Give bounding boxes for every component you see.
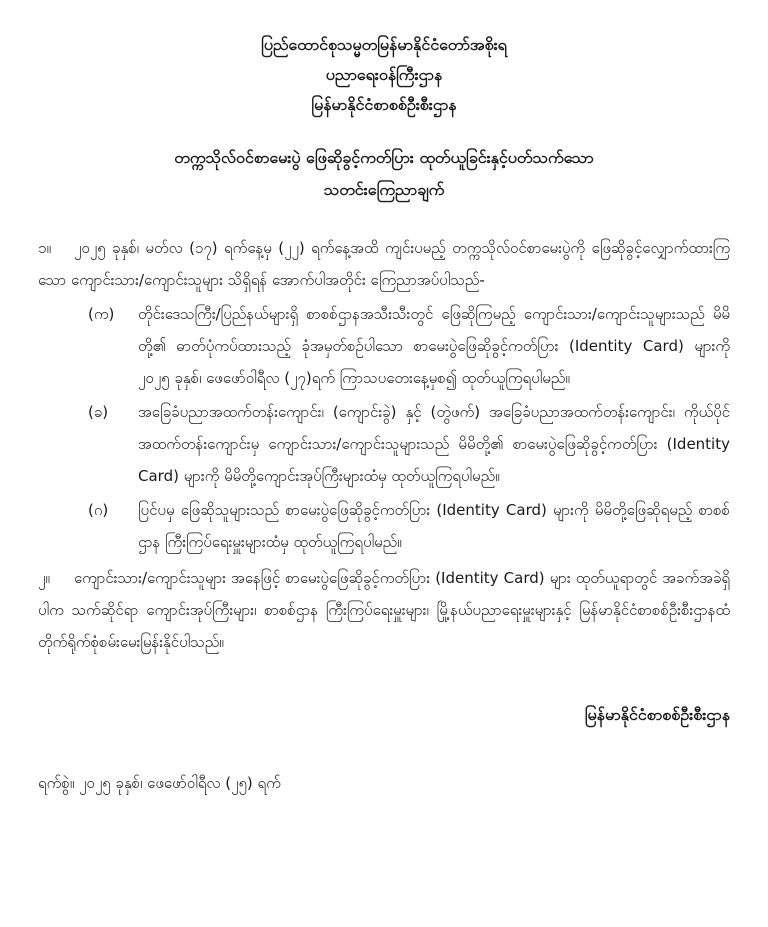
sub-item-ga <box>38 494 730 558</box>
signature-department: မြန်မာနိုင်ငံစာစစ်ဦးစီးဌာန <box>584 705 730 724</box>
paragraph-number: ၂။ <box>38 569 50 587</box>
sub-item-kha <box>38 396 730 492</box>
paragraph-number: ၁။ <box>38 239 51 257</box>
sub-item-marker: (ဂ) <box>88 501 109 519</box>
announcement-subject <box>38 142 730 206</box>
paragraph-text: ကျောင်းသား/ကျောင်းသူများ အနေဖြင့် စာမေးပွဲဖြေဆိုခွင့်ကတ်ပြား (Identity Card) များ ထုတ်ယူရာတွင် အခက်အခဲရှိပါက သက်ဆိုင်ရာ ကျောင်းအုပ်ကြီးများ၊ စာစစ်ဌာန ကြီးကြပ်ရေးမှူးများ၊ မြို့နယ်ပညာရေးမှူးများနှင့် မြန်မာနိုင်ငံစာစစ်ဦးစီးဌာနထံ တိုက်ရိုက်စုံစမ်းမေးမြန်းနိုင်ပါသည်။ <box>38 569 730 651</box>
subject-line-1: တက္ကသိုလ်ဝင်စာမေးပွဲ ဖြေဆိုခွင့်ကတ်ပြား ထုတ်ယူခြင်းနှင့်ပတ်သက်သော <box>174 148 594 167</box>
paragraph-1 <box>38 232 730 296</box>
subject-line-2: သတင်းကြေညာချက် <box>323 180 445 199</box>
sub-item-text: ပြင်ပမှ ဖြေဆိုသူများသည် စာမေးပွဲဖြေဆိုခွင့်ကတ်ပြား (Identity Card) များကို မိမိတို့ဖြေဆိုရမည့် စာစစ်ဌာန ကြီးကြပ်ရေးမှူးများထံမှ ထုတ်ယူကြရပါမည်။ <box>138 501 730 551</box>
sub-item-ka <box>38 298 730 394</box>
paragraph-2 <box>38 562 730 658</box>
letterhead <box>38 30 730 120</box>
sub-item-text: တိုင်းဒေသကြီး/ပြည်နယ်များရှိ စာစစ်ဌာနအသီးသီးတွင် ဖြေဆိုကြမည့် ကျောင်းသား/ကျောင်းသူများသည် မိမိတို့၏ ဓာတ်ပုံကပ်ထားသည့် ခုံအမှတ်စဉ်ပါသော စာမေးပွဲဖြေဆိုခွင့်ကတ်ပြား (Identity Card) များကို ၂၀၂၅ ခုနှစ်၊ ဖေဖော်ဝါရီလ (၂၇)ရက် ကြာသပတေးနေ့မှစ၍ ထုတ်ယူကြရပါမည်။ <box>138 305 730 387</box>
issue-date: ရက်စွဲ။ ၂၀၂၅ ခုနှစ်၊ ဖေဖော်ဝါရီလ (၂၅) ရက် <box>38 774 281 792</box>
paragraph-text: ၂၀၂၅ ခုနှစ်၊ မတ်လ (၁၇) ရက်နေ့မှ (၂၂) ရက်နေ့အထိ ကျင်းပမည့် တက္ကသိုလ်ဝင်စာမေးပွဲကို ဖြေဆိုခွင့်လျှောက်ထားကြသော ကျောင်းသား/ကျောင်းသူများ သိရှိရန် အောက်ပါအတိုင်း ကြေညာအပ်ပါသည်- <box>38 239 730 289</box>
government-title: ပြည်ထောင်စုသမ္မတမြန်မာနိုင်ငံတော်အစိုးရ <box>261 35 507 54</box>
sub-item-marker: (ခ) <box>88 403 109 421</box>
department-title: မြန်မာနိုင်ငံစာစစ်ဦးစီးဌာန <box>311 95 457 114</box>
sub-item-marker: (က) <box>88 305 115 323</box>
sub-item-text: အခြေခံပညာအထက်တန်းကျောင်း၊ (ကျောင်းခွဲ) နှင့် (တွဲဖက်) အခြေခံပညာအထက်တန်းကျောင်း၊ ကိုယ်ပိုင်အထက်တန်းကျောင်းမှ ကျောင်းသား/ကျောင်းသူများသည် မိမိတို့၏ စာမေးပွဲဖြေဆိုခွင့်ကတ်ပြား (Identity Card) များကို မိမိတို့ကျောင်းအုပ်ကြီးများထံမှ ထုတ်ယူကြရပါမည်။ <box>138 403 730 485</box>
ministry-title: ပညာရေးဝန်ကြီးဌာန <box>325 65 443 84</box>
